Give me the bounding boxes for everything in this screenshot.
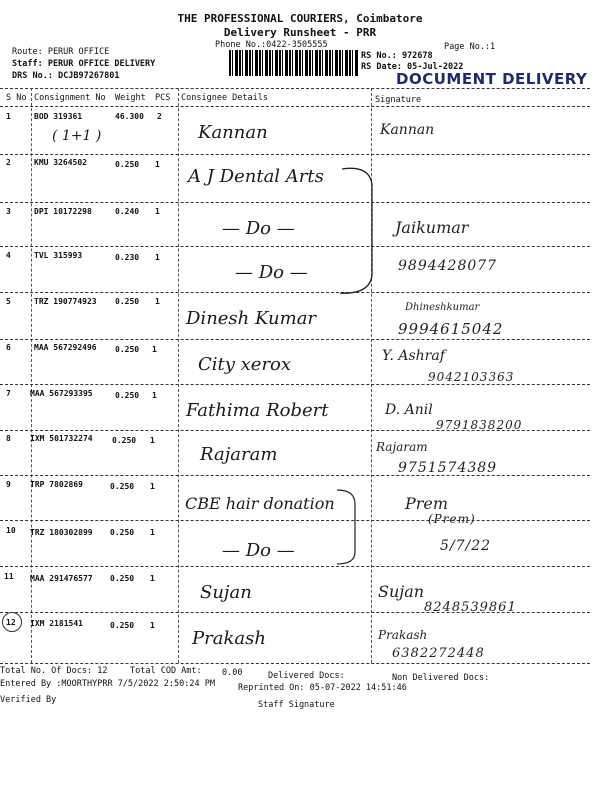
consignment-number: MAA 567292496 xyxy=(34,343,97,352)
weight: 0.250 xyxy=(110,482,135,491)
delivered-docs: Delivered Docs: xyxy=(268,671,345,681)
bracket-mark xyxy=(340,165,380,300)
weight: 0.250 xyxy=(115,391,140,400)
signature: Kannan xyxy=(380,122,435,138)
pcs: 1 xyxy=(152,345,157,354)
col-consignee: Consignee Details xyxy=(181,93,268,103)
consignee-name: Rajaram xyxy=(200,444,278,465)
pcs: 1 xyxy=(152,391,157,400)
signature: Y. Ashraf xyxy=(382,348,445,364)
rs-number: RS No.: 972678 xyxy=(361,51,433,61)
consignment-number: IXM 501732274 xyxy=(30,434,93,443)
pcs: 2 xyxy=(157,112,162,121)
consignee-name: — Do — xyxy=(235,262,308,283)
weight: 0.250 xyxy=(112,436,137,445)
total-docs: Total No. Of Docs: 12 xyxy=(0,666,108,676)
col-weight: Weight xyxy=(115,93,146,103)
divider xyxy=(0,202,590,203)
consignee-name: Prakash xyxy=(192,628,266,649)
non-delivered-docs: Non Delivered Docs: xyxy=(392,673,490,683)
signature: Rajaram xyxy=(376,440,428,454)
page-number: Page No.:1 xyxy=(444,42,496,52)
row-sno: 6 xyxy=(6,343,11,352)
staff-label: Staff: PERUR OFFICE DELIVERY xyxy=(12,59,156,69)
company-title: THE PROFESSIONAL COURIERS, Coimbatore xyxy=(177,12,423,25)
row-sno: 9 xyxy=(6,480,11,489)
consignment-number: TRP 7802869 xyxy=(30,480,83,489)
signature: Prakash xyxy=(378,628,428,642)
divider xyxy=(0,663,590,664)
rs-date: RS Date: 05-Jul-2022 xyxy=(361,62,464,72)
weight: 0.250 xyxy=(115,160,140,169)
total-cod-label: Total COD Amt: xyxy=(130,666,202,676)
pcs: 1 xyxy=(155,253,160,262)
signature: Prem xyxy=(405,494,449,513)
row-sno: 2 xyxy=(6,158,11,167)
consignment-number: KMU 3264502 xyxy=(34,158,87,167)
phone-number: 8248539861 xyxy=(424,600,517,615)
phone-number: 6382272448 xyxy=(392,646,485,661)
phone-number: 9751574389 xyxy=(398,460,498,476)
row-sno: 3 xyxy=(6,207,11,216)
consignment-number: TRZ 180302899 xyxy=(30,528,93,537)
drs-number: DRS No.: DCJB97267801 xyxy=(12,71,120,81)
phone-number: Phone No.:0422-3505555 xyxy=(215,40,328,50)
consignment-number: IXM 2181541 xyxy=(30,619,83,628)
divider xyxy=(0,566,590,567)
pcs: 1 xyxy=(155,160,160,169)
phone-number: 9042103363 xyxy=(428,370,515,384)
barcode-image xyxy=(229,50,359,76)
divider xyxy=(0,154,590,155)
signature: Jaikumar xyxy=(395,218,469,237)
column-line xyxy=(178,88,179,663)
weight: 0.250 xyxy=(115,345,140,354)
row-sno: 4 xyxy=(6,251,11,260)
pcs: 1 xyxy=(155,297,160,306)
weight: 0.230 xyxy=(115,253,140,262)
runsheet-title: Delivery Runsheet - PRR xyxy=(223,26,377,39)
date-mark: 5/7/22 xyxy=(440,538,492,554)
divider xyxy=(0,475,590,476)
reprinted-on: Reprinted On: 05-07-2022 14:51:46 xyxy=(238,683,407,693)
pcs: 1 xyxy=(150,436,155,445)
consignee-name: Fathima Robert xyxy=(186,400,329,421)
row-sno: 7 xyxy=(6,389,11,398)
phone-number: (Prem) xyxy=(428,512,476,526)
bracket-mark xyxy=(335,488,365,568)
consignee-name: City xerox xyxy=(198,354,292,375)
consignee-name: Sujan xyxy=(200,582,252,603)
pcs: 1 xyxy=(155,207,160,216)
weight: 0.240 xyxy=(115,207,140,216)
consignment-number: MAA 567293395 xyxy=(30,389,93,398)
divider xyxy=(0,339,590,340)
consignee-name: Dinesh Kumar xyxy=(186,308,317,329)
consignment-number: DPI 10172298 xyxy=(34,207,92,216)
row-sno: 11 xyxy=(4,572,14,581)
consignee-name: A J Dental Arts xyxy=(188,166,324,187)
consignment-number: MAA 291476577 xyxy=(30,574,93,583)
phone-number: 9994615042 xyxy=(398,320,504,338)
weight: 0.250 xyxy=(110,528,135,537)
total-cod-value: 0.00 xyxy=(222,668,243,678)
row-sno: 8 xyxy=(6,434,11,443)
pcs: 1 xyxy=(150,528,155,537)
signature: D. Anil xyxy=(385,402,433,418)
consignment-number: TRZ 190774923 xyxy=(34,297,97,306)
row-sno: 1 xyxy=(6,112,11,121)
consignment-number: TVL 315993 xyxy=(34,251,83,260)
consignee-name: — Do — xyxy=(222,218,295,239)
staff-signature-label: Staff Signature xyxy=(258,700,335,710)
weight: 0.250 xyxy=(110,574,135,583)
weight: 0.250 xyxy=(110,621,135,630)
pcs: 1 xyxy=(150,482,155,491)
document-delivery-stamp: DOCUMENT DELIVERY xyxy=(396,70,588,88)
row-sno: 10 xyxy=(6,526,16,535)
col-pcs: PCS xyxy=(155,93,171,103)
route-label: Route: PERUR OFFICE xyxy=(12,47,110,57)
signature: Sujan xyxy=(378,582,425,601)
row-sno: 12 xyxy=(6,618,16,627)
divider xyxy=(0,292,590,293)
signature: Dhineshkumar xyxy=(405,302,480,313)
col-signature: Signature xyxy=(375,95,422,105)
consignee-name: Kannan xyxy=(198,122,268,143)
consignee-name: CBE hair donation xyxy=(185,494,335,513)
handwritten-note: ( 1+1 ) xyxy=(52,128,102,144)
divider xyxy=(0,88,590,89)
col-sno: S No xyxy=(6,93,27,103)
phone-number: 9791838200 xyxy=(436,418,523,432)
col-consignment: Consignment No xyxy=(34,93,106,103)
weight: 0.250 xyxy=(115,297,140,306)
weight: 46.300 xyxy=(115,112,144,121)
verified-by: Verified By xyxy=(0,695,57,705)
divider xyxy=(0,520,590,521)
pcs: 1 xyxy=(150,621,155,630)
consignee-name: — Do — xyxy=(222,540,295,561)
divider xyxy=(0,246,590,247)
divider xyxy=(0,384,590,385)
pcs: 1 xyxy=(150,574,155,583)
phone-number: 9894428077 xyxy=(398,258,498,274)
consignment-number: BOD 319361 xyxy=(34,112,83,121)
row-sno: 5 xyxy=(6,297,11,306)
divider xyxy=(0,106,590,107)
entered-by: Entered By :MOORTHYPRR 7/5/2022 2:50:24 PM xyxy=(0,679,215,689)
